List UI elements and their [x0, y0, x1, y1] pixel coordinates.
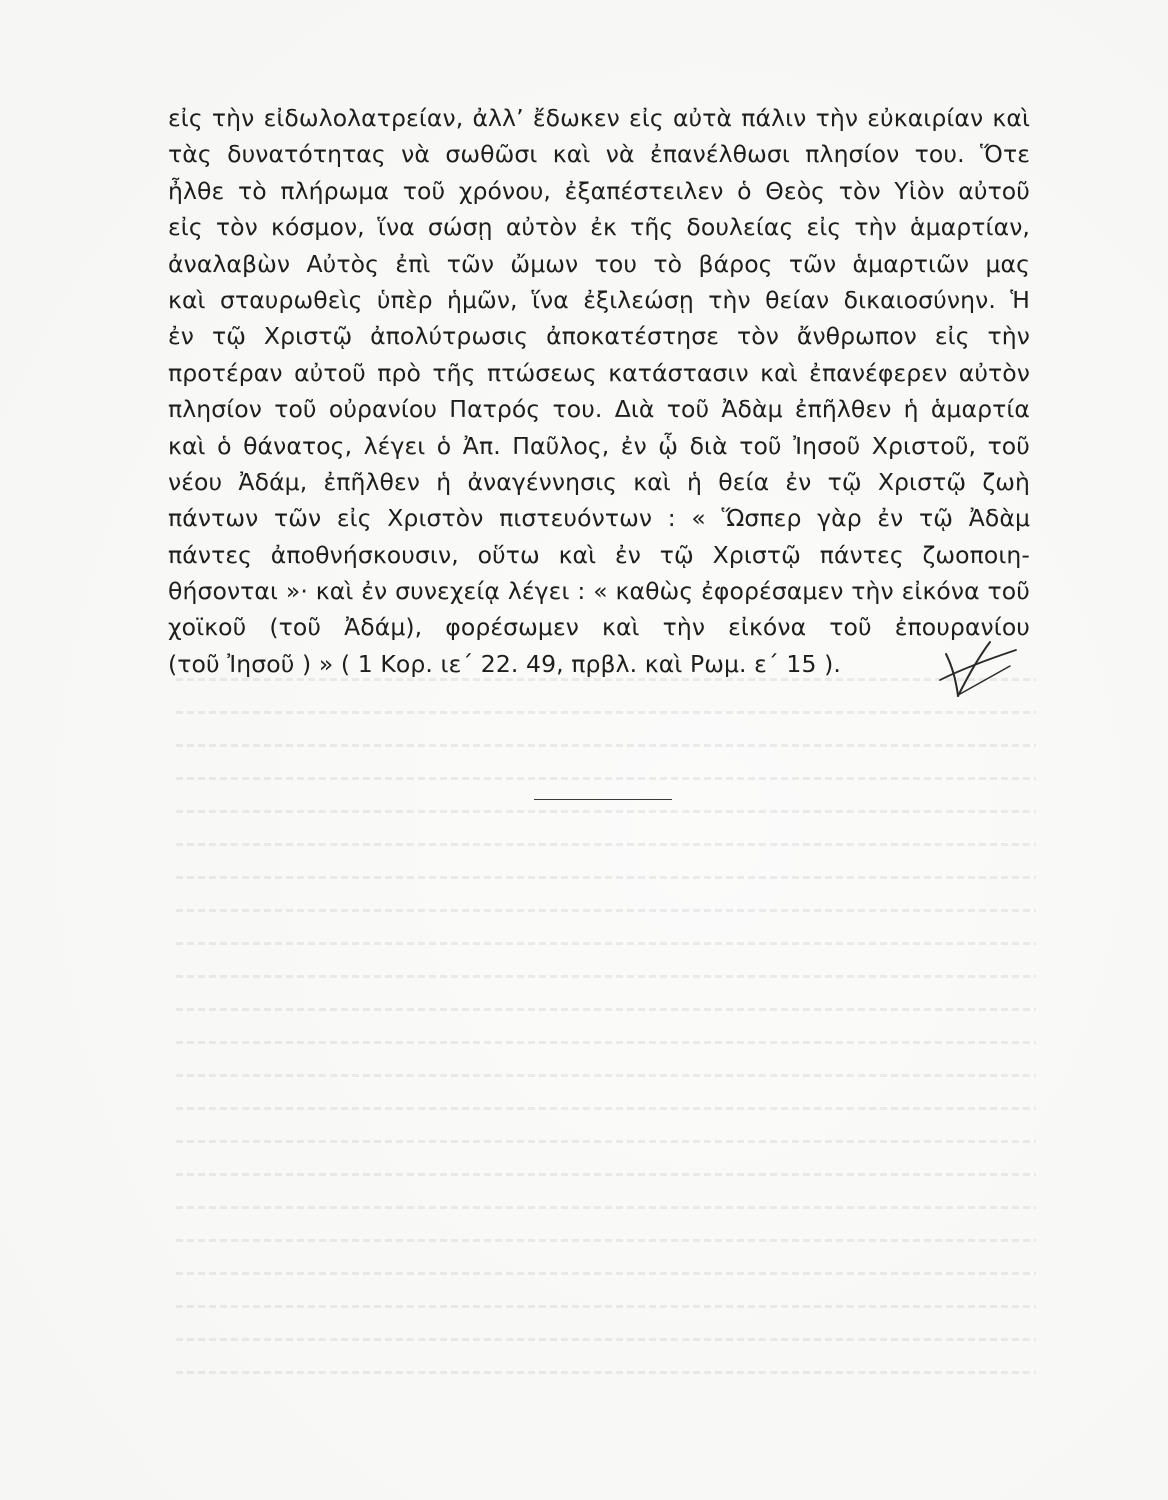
text-line: εἰς τὴν εἰδωλολατρείαν, ἀλλ’ ἔδωκεν εἰς αὐτὰ πάλιν τὴν εὐκαιρίαν καὶ: [168, 104, 1030, 132]
text-line: (τοῦ Ἰησοῦ ) » ( 1 Κορ. ιε΄ 22. 49, πρβλ. καὶ Ρωμ. ε΄ 15 ).: [168, 649, 841, 678]
text-line: νέου Ἀδάμ, ἐπῆλθεν ἡ ἀναγέννησις καὶ ἡ θεία ἐν τῷ Χριστῷ ζωὴ: [168, 467, 1030, 496]
text-line: πάντες ἀποθνήσκουσιν, οὕτω καὶ ἐν τῷ Χριστῷ πάντες ζωοποιη-: [168, 540, 1030, 569]
text-line: θήσονται »· καὶ ἐν συνεχείᾳ λέγει : « καθὼς ἐφορέσαμεν τὴν εἰκόνα τοῦ: [168, 577, 1030, 606]
text-line: ἀναλαβὼν Αὐτὸς ἐπὶ τῶν ὤμων του τὸ βάρος τῶν ἁμαρτιῶν μας: [168, 249, 1030, 278]
text-line: καὶ ὁ θάνατος, λέγει ὁ Ἀπ. Παῦλος, ἐν ᾧ διὰ τοῦ Ἰησοῦ Χριστοῦ, τοῦ: [168, 431, 1030, 460]
text-line: πλησίον τοῦ οὐρανίου Πατρός του. Διὰ τοῦ Ἀδὰμ ἐπῆλθεν ἡ ἁμαρτία: [168, 395, 1030, 424]
text-line: τὰς δυνατότητας νὰ σωθῶσι καὶ νὰ ἐπανέλθωσι πλησίον του. Ὅτε: [168, 140, 1030, 169]
text-line: προτέραν αὐτοῦ πρὸ τῆς πτώσεως κατάστασιν καὶ ἐπανέφερεν αὐτὸν: [168, 358, 1030, 387]
text-line: εἰς τὸν κόσμον, ἵνα σώσῃ αὐτὸν ἐκ τῆς δουλείας εἰς τὴν ἁμαρτίαν,: [168, 213, 1030, 242]
text-line: ἦλθε τὸ πλήρωμα τοῦ χρόνου, ἐξαπέστειλεν ὁ Θεὸς τὸν Υἱὸν αὐτοῦ: [168, 176, 1030, 205]
text-line: χοϊκοῦ (τοῦ Ἀδάμ), φορέσωμεν καὶ τὴν εἰκόνα τοῦ ἐπουρανίου: [168, 613, 1030, 642]
text-line: ἐν τῷ Χριστῷ ἀπολύτρωσις ἀποκατέστησε τὸν ἄνθρωπον εἰς τὴν: [168, 322, 1030, 351]
section-divider: [534, 799, 672, 800]
bleed-through-texture: [176, 660, 1036, 1420]
body-paragraph: [168, 100, 1030, 682]
text-line: πάντων τῶν εἰς Χριστὸν πιστευόντων : « Ὥσπερ γὰρ ἐν τῷ Ἀδὰμ: [168, 504, 1030, 533]
handwritten-mark-icon: [938, 636, 1018, 702]
text-line: καὶ σταυρωθεὶς ὑπὲρ ἡμῶν, ἵνα ἐξιλεώσῃ τὴν θείαν δικαιοσύνην. Ἡ: [168, 285, 1030, 314]
